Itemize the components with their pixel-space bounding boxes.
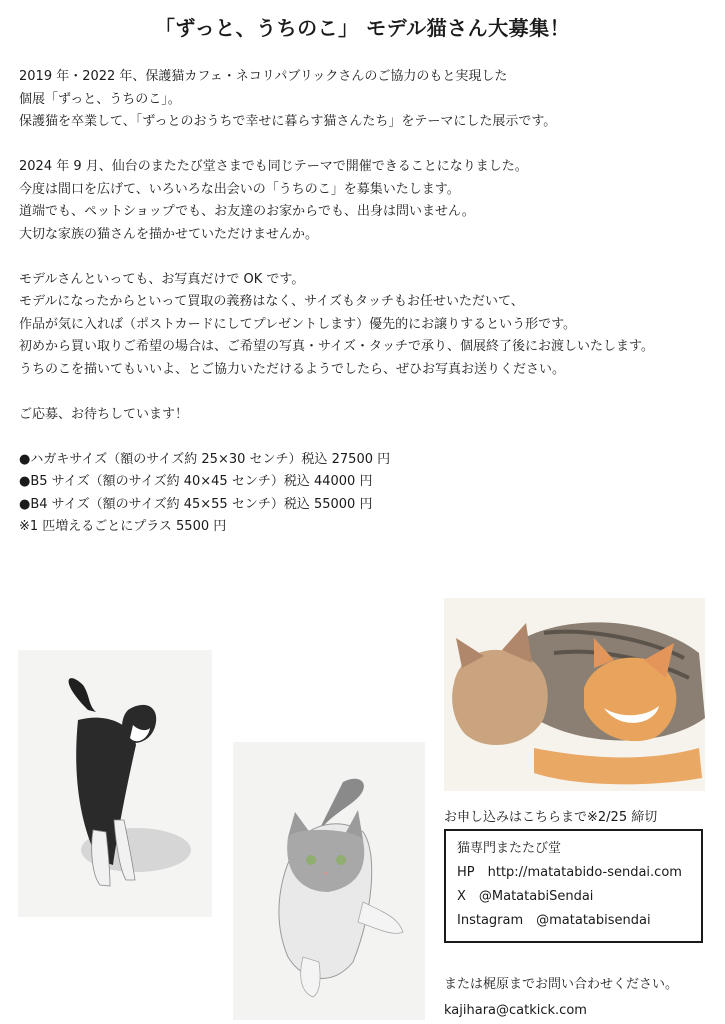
- price-item-b4: ●B4 サイズ（額のサイズ約 45×55 センチ）税込 55000 円: [19, 496, 373, 512]
- price-list: [19, 449, 719, 539]
- price-note: ※1 匹増えるごとにプラス 5500 円: [19, 519, 227, 534]
- artwork-sleeping-cats: [444, 598, 705, 791]
- footer: [444, 972, 678, 1024]
- artwork-tabby-kitten: [233, 742, 425, 1020]
- intro-paragraph: 2019 年・2022 年、保護猫カフェ・ネコリパブリックさんのご協力のもと実現した 個展「ずっと、うちのこ」。 保護猫を卒業して、「ずっとのおうちで幸せに暮らす猫さんたち」をテーマにした展示です。: [19, 69, 557, 129]
- body-text: [19, 66, 719, 539]
- inquiry-note: または梶原までお問い合わせください。: [444, 977, 679, 992]
- homepage-link[interactable]: HP http://matatabido-sendai.com: [457, 865, 682, 880]
- page-title: 「ずっと、うちのこ」 モデル猫さん大募集！: [154, 16, 571, 40]
- contact-box: [444, 829, 703, 943]
- price-item-hagaki: ●ハガキサイズ（額のサイズ約 25×30 センチ）税込 27500 円: [19, 451, 391, 467]
- apply-heading: お申し込みはこちらまで※2/25 締切: [444, 810, 658, 825]
- black-white-cat-drawing: [18, 650, 212, 917]
- email-link[interactable]: kajihara@catkick.com: [444, 1003, 587, 1018]
- shop-name: 猫専門またたび堂: [457, 841, 562, 856]
- model-paragraph: モデルさんといっても、お写真だけで OK です。 モデルになったからといって買取の義務はなく、サイズもタッチもお任せいただいて、 作品が気に入れば（ポストカードにしてプレゼントします）優先的にお譲りするという形です。 初めから買い取りご希望の場合は、ご希望の写真・サイズ・タッチで承り、個展終了後にお渡しいたします。 うちのこを描いてもいいよ、とご協力いただけるようでしたら、ぜひお写真お送りください。: [19, 271, 654, 377]
- x-account[interactable]: X @MatatabiSendai: [457, 889, 594, 904]
- sleeping-cats-drawing: [444, 598, 705, 791]
- instagram-account[interactable]: Instagram @matatabisendai: [457, 913, 651, 928]
- price-item-b5: ●B5 サイズ（額のサイズ約 40×45 センチ）税込 44000 円: [19, 474, 373, 489]
- artwork-black-white-cat: [18, 650, 212, 917]
- tabby-kitten-drawing: [233, 742, 425, 1020]
- event-paragraph: 2024 年 9 月、仙台のまたたび堂さまでも同じテーマで開催できることになりました。 今度は間口を広げて、いろいろな出会いの「うちのこ」を募集いたします。 道端でも、ペットショップでも、お友達のお家からでも、出身は問いません。 大切な家族の猫さんを描かせていただけませんか。: [19, 159, 528, 242]
- closing-paragraph: ご応募、お待ちしています！: [19, 406, 189, 422]
